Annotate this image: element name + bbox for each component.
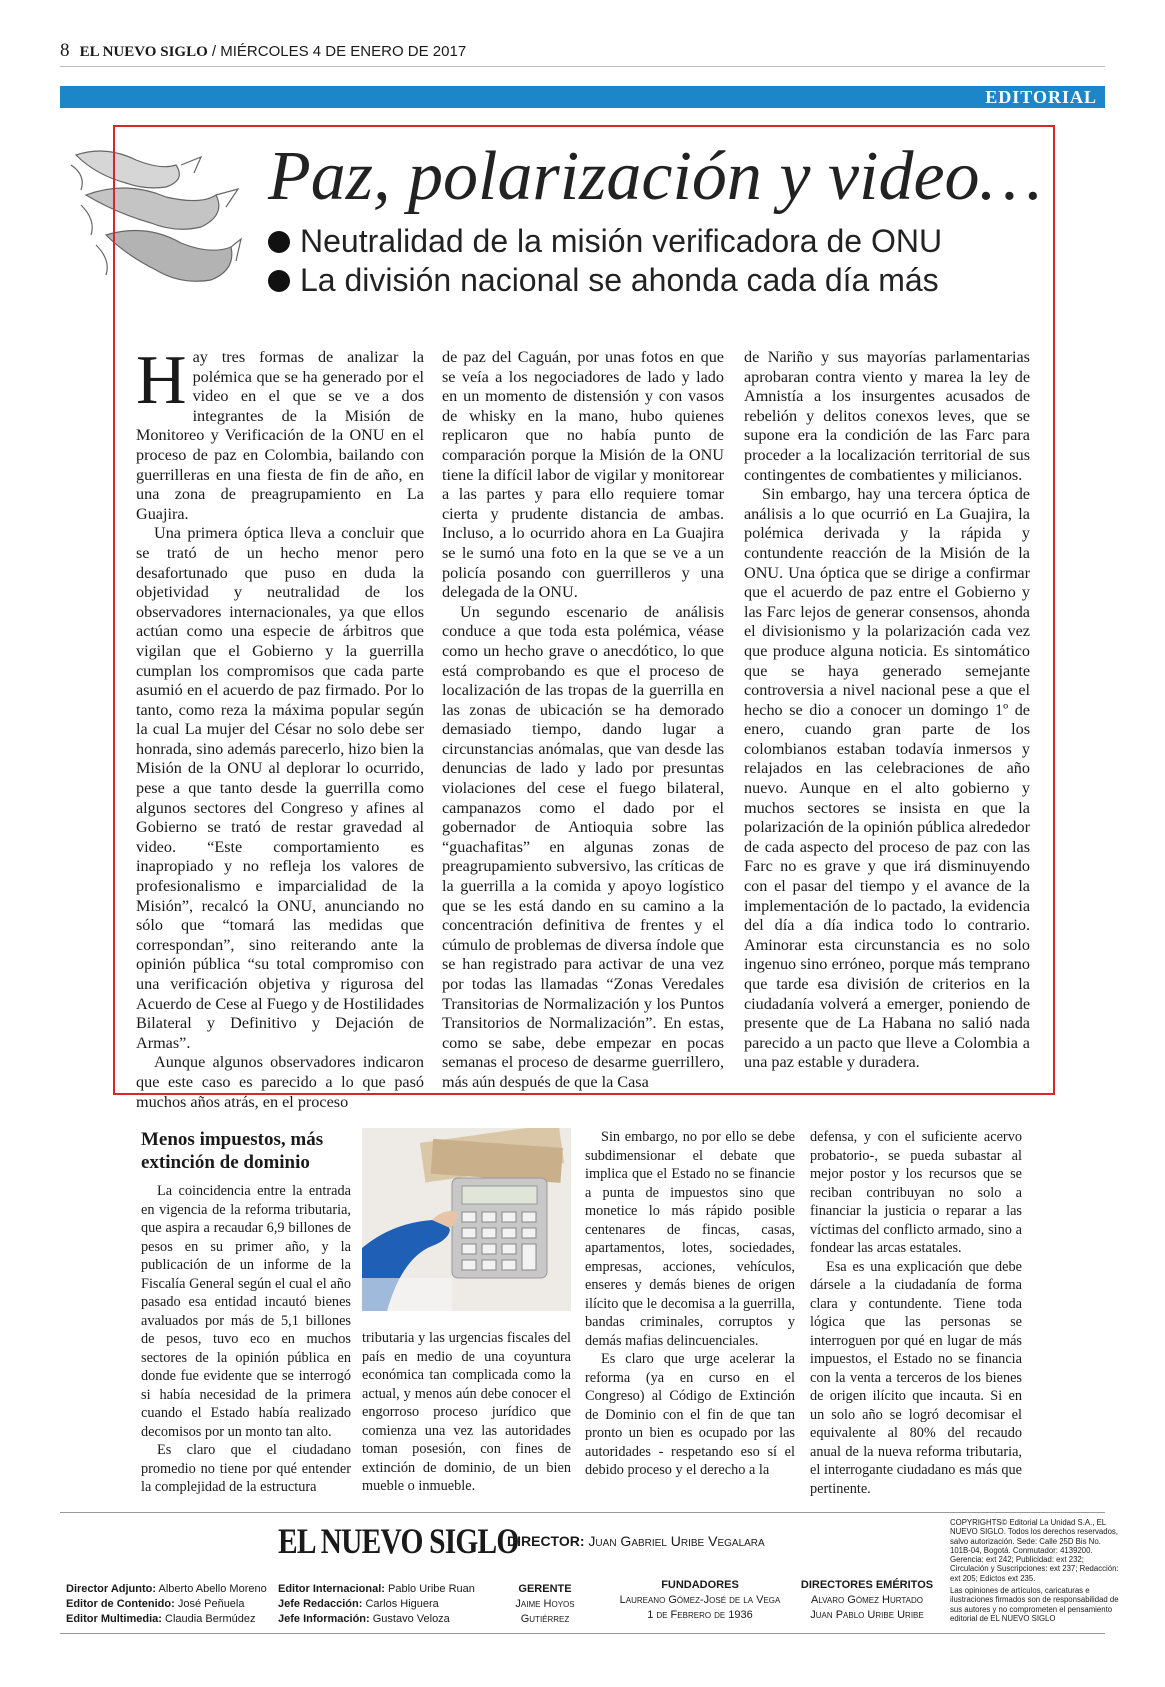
article-title: Menos impuestos, más extinción de dominio xyxy=(141,1129,324,1173)
staff-line xyxy=(278,1597,475,1612)
page-number: 8 xyxy=(60,40,70,61)
paragraph xyxy=(136,342,424,524)
staff-name: Pablo Uribe Ruan xyxy=(388,1583,475,1595)
paragraph: Esa es una explicación que debe dársele a la ciudadanía de forma clara y contundente. Tiene toda lógica que las personas se interroguen por qué en lugar de más impuestos, el Estado no se financia con la venta a terceros de los bienes de origen ilícito que incauta. Si en un solo año se logró decomisar el equivalente al 80% del recaudo anual de la nueva reforma tributaria, el interrogante ciudadano es más que pertinente. xyxy=(810,1258,1022,1497)
fundadores-label: FUNDADORES xyxy=(661,1579,739,1591)
staff-line xyxy=(278,1612,475,1627)
paragraph: Aunque algunos observadores indicaron que este caso es parecido a lo que pasó muchos años atrás, en el proceso xyxy=(136,1053,424,1111)
staff-role: Jefe Información: xyxy=(278,1613,370,1625)
fundadores-names: Laureano Gómez-José de la Vega xyxy=(619,1594,781,1606)
paragraph: Es claro que el ciudadano promedio no tiene por qué entender la complejidad de la estructura xyxy=(141,1442,351,1495)
staff-name: José Peñuela xyxy=(177,1598,245,1610)
editorial-column-1 xyxy=(136,342,424,1112)
bullet-icon xyxy=(268,231,290,253)
gerente-name: Jaime Hoyos xyxy=(515,1598,575,1610)
staff-role: Editor Multimedia: xyxy=(66,1613,162,1625)
emeritos-label: DIRECTORES EMÉRITOS xyxy=(800,1579,934,1591)
emeritos-name: Juan Pablo Uribe Uribe xyxy=(810,1609,924,1621)
staff-role: Jefe Redacción: xyxy=(278,1598,363,1610)
staff-name: Carlos Higuera xyxy=(365,1598,439,1610)
gerente-label: GERENTE xyxy=(518,1583,572,1595)
paragraph-text: ay tres formas de analizar la polémica que se ha generado por el video en el que se ve a dos integrantes de la Misión de Monitoreo y Verificación de la ONU en el proceso de paz en Colombia, bailando con guerrilleras en una fiesta de fin de año, en una zona de preagrupamiento en La Guajira. xyxy=(136,348,424,523)
fundadores-date: 1 de Febrero de 1936 xyxy=(647,1609,753,1621)
staff-line xyxy=(66,1597,267,1612)
editorial-column-3 xyxy=(744,348,1030,1073)
emeritos-name: Alvaro Gómez Hurtado xyxy=(810,1594,924,1606)
editorial-column-2 xyxy=(442,348,724,1093)
editorial-title: Paz, polarización y video… xyxy=(268,138,1042,215)
staff-line xyxy=(66,1612,267,1627)
staff-left xyxy=(66,1582,267,1627)
subtitle-text: Neutralidad de la misión verificadora de ONU xyxy=(300,223,943,259)
paragraph: defensa, y con el suficiente acervo probatorio-, se pueda subastar al mejor postor y los recursos que se reciban contribuyan no solo a financiar la justicia o reparar a las víctimas del conflicto armado, sino a fondear las arcas estatales. xyxy=(810,1129,1022,1256)
copyright-notice xyxy=(950,1518,1120,1623)
header-paper-name: EL NUEVO SIGLO xyxy=(79,44,208,60)
header-date: / MIÉRCOLES 4 DE ENERO DE 2017 xyxy=(207,43,467,60)
gerente-name: Gutiérrez xyxy=(520,1613,570,1625)
paragraph: de Nariño y sus mayorías parlamentarias aprobaran contra viento y marea la ley de Amnistía a los insurgentes acusados de rebelión y delitos conexos leves, que se supone era la condición de las Farc para proceder a la localización territorial de sus contingentes de combatientes y milicianos. xyxy=(744,348,1030,484)
gerente-block xyxy=(500,1582,590,1627)
subtitle-text: La división nacional se ahonda cada día más xyxy=(300,262,939,298)
paragraph: de paz del Caguán, por unas fotos en que se veía a los negociadores de lado y lado en un momento de distensión y con vasos de whisky en la mano, hubo quienes replicaron que no había punto de comparación porque la Misión de la ONU tiene la difícil labor de vigilar y monitorear a las partes y para ello requiere tomar cierta y prudente distancia de ambas. Incluso, a lo ocurrido ahora en La Guajira se le sumó una foto en la que se ve a un policía posando con guerrilleros y una delegada de la ONU. xyxy=(442,348,724,602)
paragraph: La coincidencia entre la entrada en vigencia de la reforma tributaria, que aspira a recaudar 6,9 billones de pesos en su primer año, y la publicación de un informe de la Fiscalía General según el cual el año pasado esa entidad incautó bienes avaluados por más de 5,1 billones de pesos, tuvo eco en muchos sectores de la opinión pública en donde fue evidente que se interrogó si había necesidad de la primera cuando el Estado había realizado decomisos por un monto tan alto. xyxy=(141,1183,351,1440)
emeritos-block xyxy=(797,1578,937,1623)
paragraph: Sin embargo, hay una tercera óptica de análisis a lo que ocurrió en La Guajira, la polémica derivada y la rápida y contundente reacción de la Misión de la ONU. Una óptica que se dirige a confirmar que el acuerdo de paz entre el Gobierno y las Farc lejos de generar consensos, ahonda el divisionismo y la polarización cada vez que produce alguna noticia. Es sintomático que se haya generado semejante controversia a nivel nacional pese a que el hecho se dio a conocer un domingo 1º de enero, cuando gran parte de los colombianos estaban todavía inmersos y relajados en las celebraciones de año nuevo. Aunque en el alto gobierno y muchos sectores se insista en que la polarización de la opinión pública alrededor de cada aspecto del proceso de paz con las Farc no es grave y que irá disminuyendo con el pasar del tiempo y el avance de la implementación de lo pactado, la evidencia del día a día indica todo lo contrario. Aminorar esta circunstancia es no solo ingenuo sino erróneo, porque más temprano que tarde esa división de criterios en la ciudadanía volverá a emerger, poniendo de presente que de La Habana no salió nada parecido a un pacto que lleve a Colombia a una paz estable y duradera. xyxy=(744,485,1030,1072)
section-label: EDITORIAL xyxy=(985,87,1097,107)
staff-name: Gustavo Veloza xyxy=(372,1613,450,1625)
calculator-photo xyxy=(362,1128,571,1311)
paragraph: tributaria y las urgencias fiscales del país en medio de una coyuntura económica tan complicada como la actual, y menos aún debe conocer el engorroso proceso jurídico que comienza una vez las autoridades toman posesión, con fines de extinción de dominio, de un bien mueble o inmueble. xyxy=(362,1330,571,1494)
staff-name: Claudia Bermúdez xyxy=(165,1613,256,1625)
staff-line xyxy=(66,1582,267,1597)
article-column-1 xyxy=(141,1182,351,1497)
staff-role: Director Adjunto: xyxy=(66,1583,157,1595)
copyright-text: COPYRIGHTS© Editorial La Unidad S.A., EL NUEVO SIGLO. Todos los derechos reservados, salvo autorización. Sede: Calle 25D Bis No. 101B-04, Bogotá. Conmutador: 4139200. Gerencia: ext 242; Publicidad: ext 232; Circulación y Suscripciones: ext 237; Redacción: ext 205; Edictos ext 235. xyxy=(950,1518,1119,1583)
director-line xyxy=(507,1533,765,1549)
page-header xyxy=(60,40,466,62)
staff-name: Alberto Abello Moreno xyxy=(158,1583,267,1595)
editorial-subtitle xyxy=(268,223,942,260)
staff-role: Editor Internacional: xyxy=(278,1583,385,1595)
calculator-photo-image xyxy=(362,1128,571,1311)
article-column-2 xyxy=(362,1329,571,1496)
paragraph: Sin embargo, no por ello se debe subdimensionar el debate que implica que el Estado no se financie a punta de impuestos sino que monetice lo más rápido posible centenares de fincas, casas, apartamentos, lotes, sociedades, empresas, acciones, vehículos, enseres y demás bienes de origen ilícito que le decomisa a la guerrilla, bandas criminales, corruptos y demás mafias delincuenciales. xyxy=(585,1129,795,1349)
staff-line xyxy=(278,1582,475,1597)
drop-cap: H xyxy=(136,342,187,419)
paragraph: Es claro que urge acelerar la reforma (ya en curso en el Congreso) al Código de Extinción de Dominio con el fin de que tan pronto un bien es ocupado por las autoridades - respetando eso sí el debido proceso y el derecho a la xyxy=(585,1351,795,1478)
fundadores-block xyxy=(605,1578,795,1623)
director-label: DIRECTOR: xyxy=(507,1533,585,1549)
editorial-subtitle xyxy=(268,262,939,299)
section-bar xyxy=(60,86,1105,108)
director-name: Juan Gabriel Uribe Vegalara xyxy=(588,1533,765,1549)
disclaimer-text: Las opiniones de artículos, caricaturas e ilustraciones firmados son de responsabilidad de sus autores y no comprometen el pensamiento editorial de EL NUEVO SIGLO xyxy=(950,1586,1119,1623)
bullet-icon xyxy=(268,270,290,292)
header-divider xyxy=(60,66,1105,67)
masthead-logo: EL NUEVO SIGLO xyxy=(278,1521,519,1561)
article-column-3 xyxy=(585,1128,795,1480)
staff-mid xyxy=(278,1582,475,1627)
staff-role: Editor de Contenido: xyxy=(66,1598,175,1610)
article-column-4 xyxy=(810,1128,1022,1498)
paragraph: Un segundo escenario de análisis conduce a que toda esta polémica, véase como un hecho grave o anecdótico, lo que está comprobando es que el proceso de localización de las tropas de la guerrilla en las zonas de ubicación se ha demorado demasiado tiempo, dando lugar a circunstancias anómalas, que van desde las denuncias de lado y lado por presuntas violaciones del cese el fuego bilateral, campanazos como el dado por el gobernador de Antioquia sobre las “guachafitas” en algunas zonas de preagrupamiento subversivo, las críticas de la guerrilla a la comida y apoyo logístico que se les está dando en su camino a la concentración definitiva de frentes y el cúmulo de problemas de diversa índole que se han registrado para activar de una vez por todas las llamadas “Zonas Veredales Transitorias de Normalización y los Puntos Transitorios de Normalización”. En estas, como se sabe, debe empezar en pocas semanas el proceso de desarme guerrillero, más aún después de que la Casa xyxy=(442,602,724,1091)
paragraph: Una primera óptica lleva a concluir que se trató de un hecho menor pero desafortunado que puso en duda la objetividad y neutralidad de los observadores internacionales, ya que ellos actúan como una especie de árbitros que vigilan que el Gobierno y la guerrilla cumplan los compromisos que cada parte asumió en el acuerdo de paz firmado. Por lo tanto, como reza la máxima popular según la cual La mujer del César no solo debe ser honrada, sino además parecerlo, hizo bien la Misión de la ONU al deplorar lo ocurrido, pese a que tanto desde la guerrilla como algunos sectores del Congreso y afines al Gobierno se trató de restar gravedad al video. “Este comportamiento es inapropiado y no refleja los valores de profesionalismo e imparcialidad de la Misión”, recalcó la ONU, anunciando no sólo que “tomará las medidas que correspondan”, sino reiterando ante la opinión pública “su total compromiso con una verificación objetiva y rigurosa del Acuerdo de Cese al Fuego y de Hostilidades Bilateral y Definitivo y Dejación de Armas”. xyxy=(136,524,424,1052)
